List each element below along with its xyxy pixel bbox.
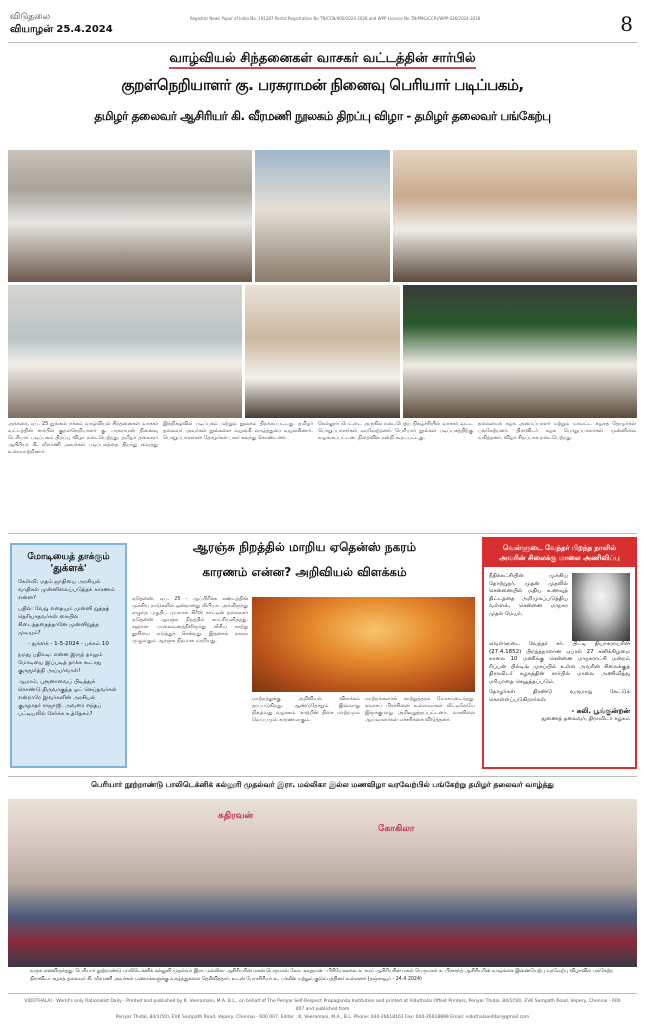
kicker-text: வாழ்வியல் சிந்தனைகள் வாசகர் வட்டத்தின் சார்பில் xyxy=(169,51,475,69)
lead-headline-line2: தமிழர் தலைவர் ஆசிரியர் கி. வீரமணி நூலகம் திறப்பு விழா - தமிழர் தலைவர் பங்கேற்பு xyxy=(94,109,551,123)
photo-portrait-unveiling xyxy=(8,285,242,418)
thuglak-source: - துக்ளக் - 1-5-2024 - பக்கம் 10 xyxy=(28,641,109,647)
portrait-photo xyxy=(572,573,630,641)
photo-book-handover xyxy=(245,285,400,418)
thuglak-para: கேள்வி: மதம் ஜாதியை அரசியல் வாதிகள் முன்னிலைப்படுத்தக் காரணம் என்ன? xyxy=(18,579,115,601)
athens-headline-2: காரணம் என்ன? அறிவியல் விளக்கம் xyxy=(202,565,407,579)
tribute-body: வெள்ளுடை வேந்தர் சர். பிட்டி தியாகராயரின் (27.4.1852) பிறந்தநாளான ஏப்ரல் 27 சனிக்கிழமை காலை 10 மணிக்கு சென்னை மாநகராட்சி மன்றம் ரிப்பன் பில்டிங் முகப்பில் உள்ள அவரின் சிலைக்குத் திராவிடர் கழகத்தின் சார்பில் மாலை அணிவித்து மரியாதை செலுத்தப்படும். xyxy=(489,641,630,685)
imprint-line-2: Periyar Thidal, 84/1(50), EVK Sampath Road, Vepery, Chennai - 600 007. Editor : K. Veeramani, M.A., B.L. Phone: 044-26618161 Fax: 044-26618899 Email: viduthalaieditor@gmail.com xyxy=(115,1015,530,1020)
tribute-header xyxy=(484,539,635,567)
photo-group-ribbon xyxy=(255,150,390,282)
thuglak-title-2: 'துக்ளக்' xyxy=(50,563,87,574)
page-number: 8 xyxy=(620,12,633,36)
thuglak-para: பதில்: வேறு எதையும் முன்னி றுத்தத் தெரியாதவர்கள் கையில் கிடைத்ததைத்தானே முன்னிறுத்த முடியும்? xyxy=(18,606,110,636)
thuglak-para: நமது பதிலடி: என்ன இருந் தாலும் மோடியை இப்படித் தாக்க கூடாது குருமூர்த்தி அய்யர்வாள்! xyxy=(18,652,103,674)
tribute-signature: - கலி. பூங்குன்றன் xyxy=(571,707,630,715)
tribute-header-1: வெள்ளுடை வேந்தர் பிறந்த நாளில் xyxy=(502,544,617,552)
header-divider xyxy=(8,42,637,43)
lead-column-1: அக்கரை, ஏப். 25 நுங்கம்பாக்கம் வாழ்வியல் சிந்தனைகள் வாசகர் வட்டத்தின் சார்பில் குறள்நெறியாளர் கு. பரசுராமன் நினைவு பெரியார் படிப்பகம் திறப்பு விழா நடைபெற்றது. தமிழர் தலைவர் ஆசிரியர் கி. வீரமணி அவர்கள் படிப்பகத்தை திறந்து வைத்து உரையாற்றினார். xyxy=(8,421,158,455)
imprint xyxy=(20,998,625,1022)
athens-headline-1: ஆரஞ்சு நிறத்தில் மாறிய ஏதென்ஸ் நகரம் xyxy=(192,540,417,554)
athens-column-1: ஏதென்ஸ், ஏப். 25 - ஆப்பிரிக்க கண்டத்தின் முக்கிய நாடுகளில் ஒன்றானது லிபியா. அங்கிருந்து எழுந்த புழுதிப் புயலால் கிரீஸ் நாட்டின் தலைநகர் ஏதென்ஸ் ஆரஞ்சு நிறத்தில் காட்சியளித்தது. சஹாரா பாலைவனத்திலிருந்து வீசிய காற்று தூசியை எடுத்துச் சென்றது. இதனால் நகரம் முழுவதும் ஆரஞ்சு நிறமாக மாறியது. xyxy=(132,596,248,644)
athens-column-3: மாற்றங்களால் காற்றுத்தரம் மோசமடைந்தது. சுவாசப் பிரச்சினை உள்ளவர்கள் வீட்டிலேயே இருக்குமாறு அறிவுறுத்தப்பட்டனர். வானிலை ஆய்வாளர்கள் எச்சரிக்கை விடுத்தனர். xyxy=(365,696,475,723)
athens-column-2: மாற்றத்துக்கு அறிவியல் விளக்கம் தரப்படுகிறது. ஆண்டுதோறும் இவ்வாறு நிகழ்வது வழக்கம். காற்றின் திசை மாற்றமும் வெப்பமும் காரணமாகும். xyxy=(252,696,360,723)
lead-headline-line1: குறள்நெறியாளர் கு. பரசுராமன் நினைவு பெரியார் படிப்பகம், xyxy=(121,76,524,94)
photo-library-group xyxy=(393,150,637,282)
masthead-name: விடுதலை xyxy=(10,12,51,22)
lead-column-3: நெல்லூர்ப்பேட்டை அருகில் நடைபெற்ற நிகழ்ச்சியில் வாசகர் வட்ட பொறுப்பாளர்கள் வரவேற்றனர். பெரியார் நூல்கள் படிப்பகத்திற்கு வழங்கப்பட்டன. நிறைவில் நன்றி கூறப்பட்டது. xyxy=(318,421,473,441)
photo-shawl-honor xyxy=(403,285,637,418)
photo-caption: வருக எனவிருந்தது, பெரியார் நூற்றாண்டு பாலிடெக்னிக் கல்லூரி முதல்வர் இரா. மல்லிகா ஆசிரியரின் மகன் பெருமாள் லோ. கவுதமன் - பிரியோகலை க. கமர் ஆசிரியரின் மகள் பெருமாள் க. பிரசாந்த் ஆசிரியரின் வாழ்க்கை இணையேற்பு வரவேற்பு விழாவில் பங்கேற்ற திராவிடர் கழகத் தலைவர் கி. வீரமணி அவர்கள் மணமக்களுக்கு வாழ்த்துகளை தெரிவித்தார். உடன் பேராசிரியர் உ. பர்வீன் மற்றும் குடும்பத்தினர் உள்ளனர் (தஞ்சாவூர் - 24.4.2024) xyxy=(30,969,614,982)
photo-ribbon-cutting xyxy=(8,150,252,282)
tribute-closing: தோழர்கள் திரண்டு வருமாறு கேட்டுக் கொள்ளப்படுகிறார்கள். xyxy=(489,689,630,703)
thuglak-box xyxy=(10,543,127,768)
banner-groom: கதிரவன் xyxy=(218,811,254,821)
bottom-headline: பெரியார் நூற்றாண்டு பாலிடெக்னிக் கல்லூரி முதல்வர் இரா. மல்லிகா இல்ல மணவிழா வரவேற்பில் பங்கேற்று தமிழர் தலைவர் வாழ்த்து xyxy=(91,780,554,789)
photo-wedding-reception xyxy=(8,799,637,967)
lead-column-4: தலைமைக் கழக அமைப்பாளர் மற்றும் மாவட்ட கழகத் தோழர்கள் பங்கேற்றனர். திராவிடர் கழக பொறுப்பாளர்கள் முன்னிலை வகித்தனர். விழா சிறப்பாக நடைபெற்றது. xyxy=(478,421,636,441)
thuglak-title-1: மோடியைத் தாக்கும் xyxy=(27,552,110,562)
lead-column-2: இந்நிகழ்வில் படிப்பகம் மற்றும் நூலகம் திறக்கப்பட்டது. தமிழர் தலைவர் அவர்கள் நூல்களை வழங்கி வாழ்த்துரை வழங்கினார். பொறுப்பாளர்கள் தோழர்கள் பலர் கலந்து கொண்டனர். xyxy=(163,421,313,441)
tribute-header-2: அவரின் சிலைக்கு மாலை அணிவிப்பு xyxy=(499,554,620,562)
registration-info: Registrar News Paper of India No. 191287 Postal Registration No TN/CCN/400/2024-2026 and WPP Licence No TN/PMG(CCR)/WPP-426/2024-2026 xyxy=(190,16,481,21)
bottom-divider xyxy=(8,776,637,777)
section-divider xyxy=(8,533,637,534)
thuglak-para: ஆமாம், புரூனாவைப் பிடித்துக் கொண்டு திருவாகுந்த ஓட் செய்தவர்கள் என்றாரே இவர்களின் அரசியல் குருநாதர் ராஜாஜி. அவரை எந்தப் பட்டியலில் சேர்க்க உத்தேசம்? xyxy=(18,679,117,717)
footer-divider xyxy=(8,993,637,994)
tribute-designation: துணைத் தலைவர், திராவிடர் கழகம் xyxy=(541,715,630,722)
tribute-box xyxy=(482,537,637,769)
tribute-intro: நீதிக்கட்சியின் முக்கிய தோற்றுநர், முதன் முதலில் சென்னையில் மதிய உணவுத் திட்டத்தை அறிமுகப்படுத்திய வள்ளல், சென்னை மாநகர முதல் மேயர், xyxy=(489,573,568,617)
masthead-date: வியாழன் 25.4.2024 xyxy=(10,24,113,35)
lead-kicker xyxy=(10,50,635,68)
banner-bride: கோகிலா xyxy=(378,824,415,834)
photo-athens-orange-sky xyxy=(252,597,475,692)
imprint-line-1: VIDUTHALAI - World's only Rationalist Daily - Printed and published by K. Veeramani, M.A. B.L., on behalf of The Periyar Self-Respect Propaganda Institution and printed at Viduthalai Offset Printers, Periyar Thidal, 84/1(50), EVK Sampath Road, Vepery, Chennai - 600 007 and published from xyxy=(24,999,621,1012)
